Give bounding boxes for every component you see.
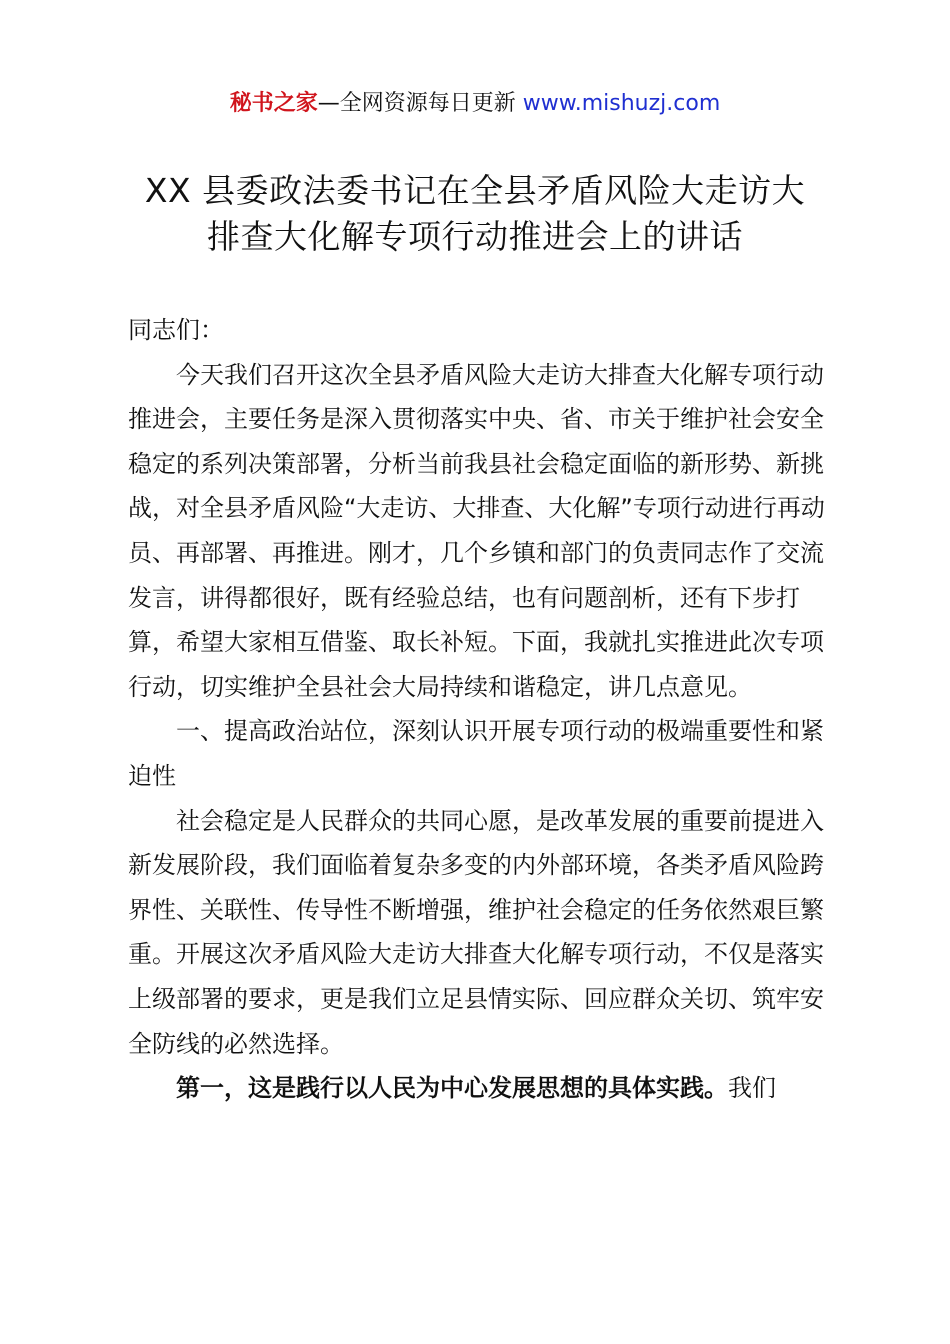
paragraph-social-stability: 社会稳定是人民群众的共同心愿，是改革发展的重要前提进入新发展阶段，我们面临着复杂多变的内外部环境，各类矛盾风险跨界性、关联性、传导性不断增强，维护社会稳定的任务依然艰巨繁重。开展这次矛盾风险大走访大排查大化解专项行动，不仅是落实上级部署的要求，更是我们立足县情实际、回应群众关切、筑牢安全防线的必然选择。 [128, 806, 824, 1058]
brand-name: 秘书之家 [229, 91, 318, 116]
title-line-1: XX 县委政法委书记在全县矛盾风险大走访大 [144, 171, 806, 210]
section-heading-1: 一、提高政治站位，深刻认识开展专项行动的极端重要性和紧迫性 [128, 717, 824, 790]
header-tagline: —全网资源每日更新 [317, 91, 523, 116]
title-line-2: 排查大化解专项行动推进会上的讲话 [207, 217, 743, 256]
document-body [128, 308, 834, 1111]
point-first-text: 我们 [728, 1074, 776, 1103]
paragraph-intro: 今天我们召开这次全县矛盾风险大走访大排查大化解专项行动推进会，主要任务是深入贯彻落实中央、省、市关于维护社会安全稳定的系列决策部署，分析当前我县社会稳定面临的新形势、新挑战，对全县矛盾风险“大走访、大排查、大化解”专项行动进行再动员、再部署、再推进。刚才，几个乡镇和部门的负责同志作了交流发言，讲得都很好，既有经验总结，也有问题剖析，还有下步打算，希望大家相互借鉴、取长补短。下面，我就扎实推进此次专项行动，切实维护全县社会大局持续和谐稳定，讲几点意见。 [128, 360, 825, 701]
point-first-heading: 第一，这是践行以人民为中心发展思想的具体实践。 [176, 1074, 728, 1103]
site-url-link[interactable]: www.mishuzj.com [522, 91, 721, 116]
site-header [0, 88, 950, 120]
salutation: 同志们： [128, 316, 224, 344]
document-title [100, 168, 850, 260]
point-first [128, 1066, 834, 1111]
